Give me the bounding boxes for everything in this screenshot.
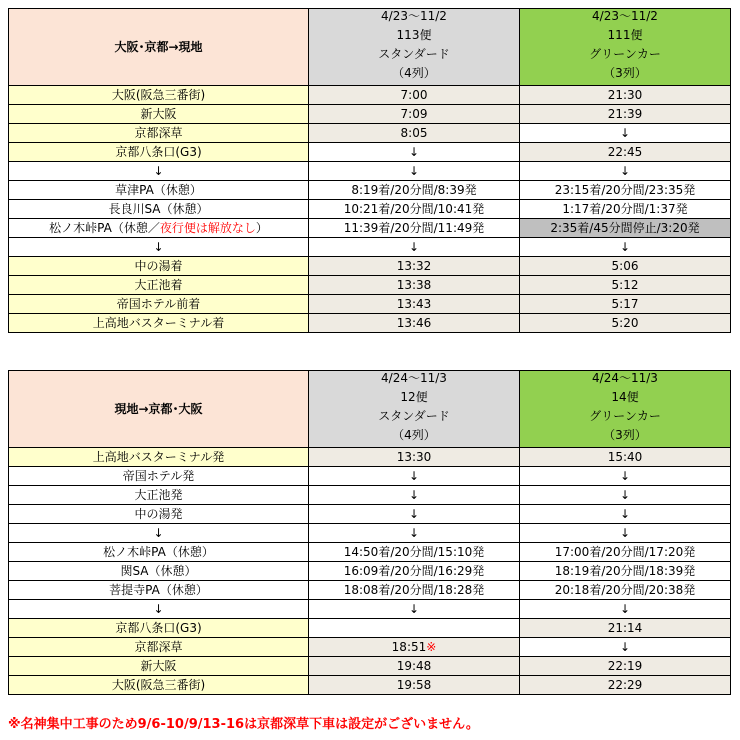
table-row bbox=[9, 86, 731, 105]
stop-name: 新大阪 bbox=[9, 657, 309, 676]
stop-name: 大正池着 bbox=[9, 276, 309, 295]
stop-name: ↓ bbox=[9, 162, 309, 181]
stop-name: 帝国ホテル前着 bbox=[9, 295, 309, 314]
standard-time: ↓ bbox=[309, 600, 520, 619]
table-row bbox=[9, 676, 731, 695]
green-car-time: 20:18着/20分間/20:38発 bbox=[520, 581, 731, 600]
table-row bbox=[9, 295, 731, 314]
table-row bbox=[9, 276, 731, 295]
standard-time: 18:08着/20分間/18:28発 bbox=[309, 581, 520, 600]
green-car-time: 21:14 bbox=[520, 619, 731, 638]
green-car-time: 2:35着/45分間停止/3:20発 bbox=[520, 219, 731, 238]
seat-class: グリーンカー bbox=[589, 409, 661, 423]
bus-number: 111便 bbox=[607, 28, 643, 42]
stop-name: 松ノ木峠PA（休憩） bbox=[9, 543, 309, 562]
table-row bbox=[9, 219, 731, 238]
green-car-time: 18:19着/20分間/18:39発 bbox=[520, 562, 731, 581]
stop-name: 京都深草 bbox=[9, 124, 309, 143]
standard-bus-header bbox=[309, 371, 520, 448]
time-value: 18:51 bbox=[391, 639, 427, 654]
table-row bbox=[9, 105, 731, 124]
seat-layout: （4列） bbox=[392, 66, 436, 80]
standard-time: 13:43 bbox=[309, 295, 520, 314]
standard-time: 10:21着/20分間/10:41発 bbox=[309, 200, 520, 219]
stop-name: 草津PA（休憩） bbox=[9, 181, 309, 200]
table-row bbox=[9, 486, 731, 505]
green-car-time: 21:39 bbox=[520, 105, 731, 124]
stop-name: 京都八条口(G3) bbox=[9, 619, 309, 638]
green-car-time: 15:40 bbox=[520, 448, 731, 467]
stop-name: ↓ bbox=[9, 524, 309, 543]
standard-time bbox=[309, 638, 520, 657]
green-car-time: ↓ bbox=[520, 162, 731, 181]
green-car-time: 1:17着/20分間/1:37発 bbox=[520, 200, 731, 219]
green-car-time: ↓ bbox=[520, 467, 731, 486]
green-car-time: ↓ bbox=[520, 505, 731, 524]
standard-time: ↓ bbox=[309, 486, 520, 505]
green-car-time: 22:19 bbox=[520, 657, 731, 676]
green-car-time: 5:17 bbox=[520, 295, 731, 314]
stop-name: 京都八条口(G3) bbox=[9, 143, 309, 162]
standard-bus-header bbox=[309, 9, 520, 86]
seat-layout: （4列） bbox=[392, 428, 436, 442]
stop-name bbox=[9, 219, 309, 238]
table-title: 大阪･京都→現地 bbox=[9, 9, 309, 86]
table-header-row bbox=[9, 371, 731, 448]
table-row bbox=[9, 314, 731, 333]
service-dates: 4/23〜11/2 bbox=[381, 9, 447, 23]
standard-time: 13:30 bbox=[309, 448, 520, 467]
standard-time: ↓ bbox=[309, 467, 520, 486]
green-car-time: 21:30 bbox=[520, 86, 731, 105]
standard-time: ↓ bbox=[309, 238, 520, 257]
night-bus-note: 夜行便は解放なし bbox=[159, 220, 256, 235]
standard-time: 7:09 bbox=[309, 105, 520, 124]
table-row bbox=[9, 638, 731, 657]
table-row bbox=[9, 524, 731, 543]
stop-name: 上高地バスターミナル着 bbox=[9, 314, 309, 333]
stop-name: 大阪(阪急三番街) bbox=[9, 676, 309, 695]
green-car-time: ↓ bbox=[520, 238, 731, 257]
table-row bbox=[9, 200, 731, 219]
green-car-time: 17:00着/20分間/17:20発 bbox=[520, 543, 731, 562]
table-row bbox=[9, 124, 731, 143]
stop-name: 菩提寺PA（休憩） bbox=[9, 581, 309, 600]
standard-time: 16:09着/20分間/16:29発 bbox=[309, 562, 520, 581]
stop-name-part: 松ノ木峠PA（休憩／ bbox=[49, 220, 160, 235]
green-car-time: 5:20 bbox=[520, 314, 731, 333]
table-row bbox=[9, 181, 731, 200]
standard-time: ↓ bbox=[309, 143, 520, 162]
seat-layout: （3列） bbox=[603, 66, 647, 80]
green-car-bus-header bbox=[520, 9, 731, 86]
standard-time: 19:48 bbox=[309, 657, 520, 676]
standard-time: 13:38 bbox=[309, 276, 520, 295]
table-row bbox=[9, 467, 731, 486]
stop-name: 帝国ホテル発 bbox=[9, 467, 309, 486]
service-dates: 4/24〜11/3 bbox=[592, 371, 658, 385]
table-row bbox=[9, 448, 731, 467]
stop-name: 中の湯着 bbox=[9, 257, 309, 276]
seat-class: スタンダード bbox=[378, 409, 450, 423]
table-row bbox=[9, 543, 731, 562]
bus-number: 14便 bbox=[611, 390, 639, 404]
green-car-time: ↓ bbox=[520, 486, 731, 505]
table-row bbox=[9, 162, 731, 181]
green-car-time: 22:29 bbox=[520, 676, 731, 695]
bus-number: 113便 bbox=[396, 28, 432, 42]
standard-time: 7:00 bbox=[309, 86, 520, 105]
table-row bbox=[9, 619, 731, 638]
stop-name-part: ） bbox=[255, 220, 268, 235]
service-dates: 4/23〜11/2 bbox=[592, 9, 658, 23]
table-row bbox=[9, 600, 731, 619]
green-car-time: ↓ bbox=[520, 124, 731, 143]
table-row bbox=[9, 143, 731, 162]
standard-time: 11:39着/20分間/11:49発 bbox=[309, 219, 520, 238]
seat-layout: （3列） bbox=[603, 428, 647, 442]
table-row bbox=[9, 257, 731, 276]
stop-name: 上高地バスターミナル発 bbox=[9, 448, 309, 467]
standard-time bbox=[309, 619, 520, 638]
green-car-time: 23:15着/20分間/23:35発 bbox=[520, 181, 731, 200]
footnote-mark: ※ bbox=[426, 639, 437, 654]
table-row bbox=[9, 505, 731, 524]
green-car-time: 5:06 bbox=[520, 257, 731, 276]
green-car-time: 22:45 bbox=[520, 143, 731, 162]
stop-name: 長良川SA（休憩） bbox=[9, 200, 309, 219]
table-row bbox=[9, 657, 731, 676]
standard-time: 13:46 bbox=[309, 314, 520, 333]
green-car-time: ↓ bbox=[520, 638, 731, 657]
standard-time: 13:32 bbox=[309, 257, 520, 276]
table-row bbox=[9, 581, 731, 600]
timetable-kamikochi-to-kyoto-osaka bbox=[8, 370, 731, 695]
stop-name: ↓ bbox=[9, 600, 309, 619]
timetable-osaka-kyoto-to-kamikochi bbox=[8, 8, 731, 333]
table-title: 現地→京都･大阪 bbox=[9, 371, 309, 448]
standard-time: 8:05 bbox=[309, 124, 520, 143]
seat-class: スタンダード bbox=[378, 47, 450, 61]
green-car-time: 5:12 bbox=[520, 276, 731, 295]
table-row bbox=[9, 238, 731, 257]
stop-name: 新大阪 bbox=[9, 105, 309, 124]
stop-name: 関SA（休憩） bbox=[9, 562, 309, 581]
standard-time: 8:19着/20分間/8:39発 bbox=[309, 181, 520, 200]
green-car-bus-header bbox=[520, 371, 731, 448]
stop-name: 京都深草 bbox=[9, 638, 309, 657]
seat-class: グリーンカー bbox=[589, 47, 661, 61]
stop-name: 中の湯発 bbox=[9, 505, 309, 524]
service-dates: 4/24〜11/3 bbox=[381, 371, 447, 385]
standard-time: 19:58 bbox=[309, 676, 520, 695]
standard-time: ↓ bbox=[309, 524, 520, 543]
bus-number: 12便 bbox=[400, 390, 428, 404]
table-row bbox=[9, 562, 731, 581]
standard-time: ↓ bbox=[309, 505, 520, 524]
green-car-time: ↓ bbox=[520, 524, 731, 543]
stop-name: 大阪(阪急三番街) bbox=[9, 86, 309, 105]
table-header-row bbox=[9, 9, 731, 86]
stop-name: 大正池発 bbox=[9, 486, 309, 505]
stop-name: ↓ bbox=[9, 238, 309, 257]
green-car-time: ↓ bbox=[520, 600, 731, 619]
footnote: ※名神集中工事のため9/6-10/9/13-16は京都深草下車は設定がございません。 bbox=[8, 717, 479, 732]
standard-time: 14:50着/20分間/15:10発 bbox=[309, 543, 520, 562]
standard-time: ↓ bbox=[309, 162, 520, 181]
